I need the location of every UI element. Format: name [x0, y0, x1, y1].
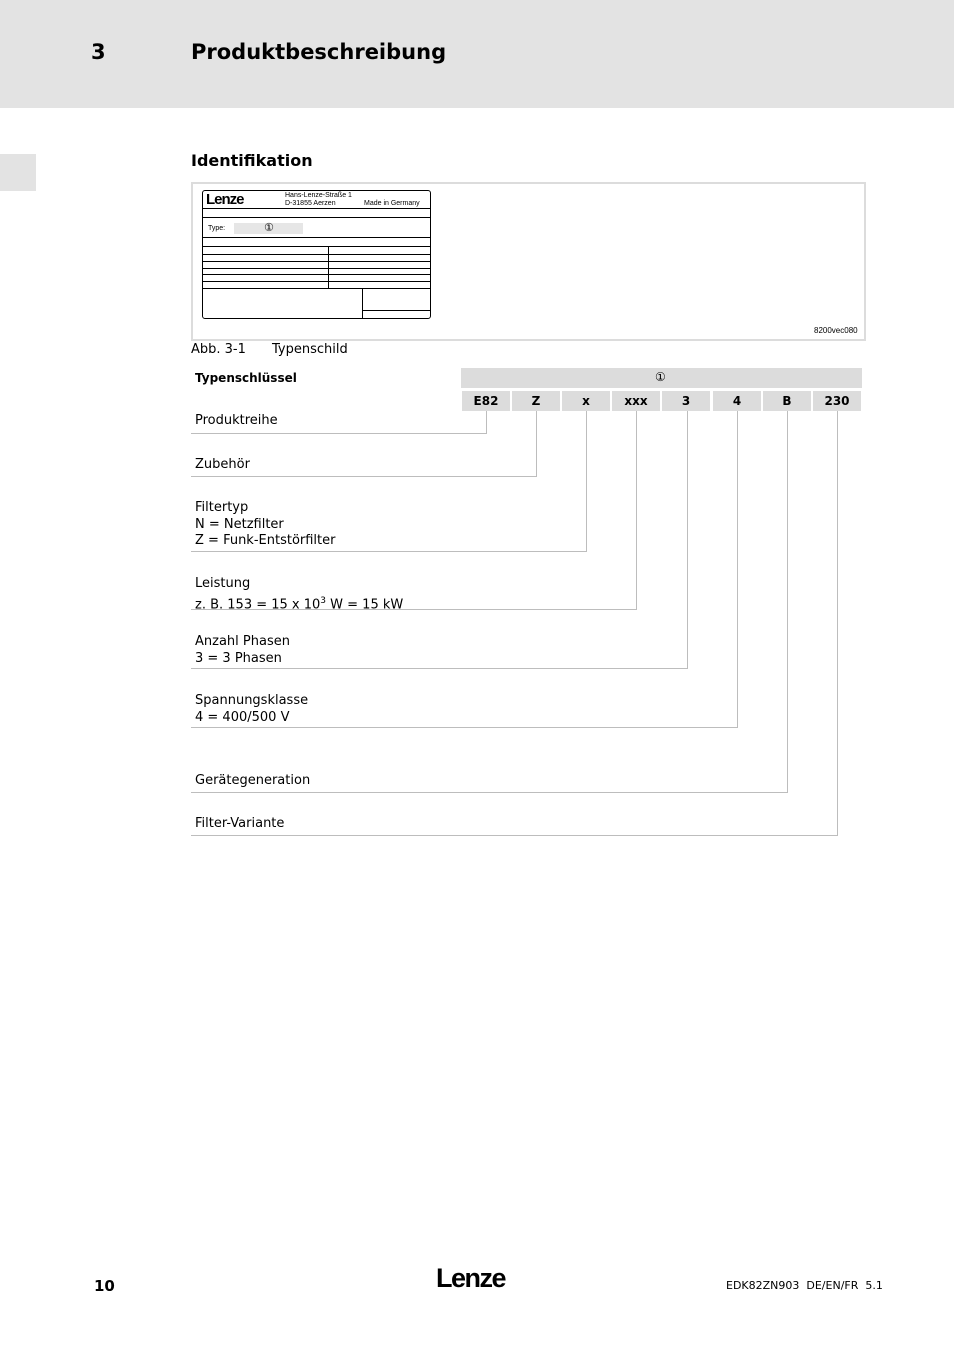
- label-detail: N = Netzfilter: [195, 516, 284, 532]
- nameplate-type-label: Type:: [208, 225, 226, 232]
- label-name: Zubehör: [195, 457, 250, 472]
- connector-horizontal: [191, 476, 537, 477]
- chapter-number: 3: [91, 40, 106, 64]
- document-code: EDK82ZN903 DE/EN/FR 5.1: [726, 1279, 883, 1292]
- connector-horizontal: [191, 792, 788, 793]
- connector-horizontal: [191, 668, 688, 669]
- label-power: [195, 576, 403, 613]
- connector-vertical: [636, 411, 637, 610]
- connector-vertical: [536, 411, 537, 477]
- plate-divider: [203, 217, 430, 218]
- connector-horizontal: [191, 727, 738, 728]
- plate-divider: [362, 310, 430, 311]
- nameplate-made-in: Made in Germany: [364, 200, 420, 207]
- connector-horizontal: [191, 433, 487, 434]
- plate-divider: [203, 246, 430, 247]
- nameplate-logo: Lenze: [206, 191, 244, 208]
- plate-column-divider: [362, 288, 363, 318]
- plate-divider: [203, 281, 430, 282]
- connector-vertical: [586, 411, 587, 552]
- plate-divider: [203, 288, 430, 289]
- figure-caption-text: Typenschild: [272, 342, 348, 357]
- code-cell-filter-type: x: [562, 391, 610, 411]
- connector-vertical: [687, 411, 688, 669]
- connector-vertical: [486, 411, 487, 434]
- plate-divider: [203, 261, 430, 262]
- label-detail: 4 = 400/500 V: [195, 709, 290, 725]
- figure-code: 8200vec080: [814, 326, 858, 335]
- type-key-title: Typenschlüssel: [195, 371, 297, 385]
- label-filter-variant: [195, 816, 284, 833]
- figure-caption-number: Abb. 3-1: [191, 342, 246, 357]
- page-number: 10: [94, 1277, 115, 1295]
- label-filter-type: [195, 500, 336, 550]
- label-accessory: [195, 457, 250, 474]
- connector-vertical: [837, 411, 838, 836]
- code-cell-voltage: 4: [713, 391, 761, 411]
- connector-vertical: [787, 411, 788, 793]
- code-cell-phases: 3: [662, 391, 710, 411]
- label-generation: [195, 773, 310, 790]
- label-name: Spannungsklasse: [195, 693, 309, 708]
- plate-divider: [203, 268, 430, 269]
- plate-divider: [203, 237, 430, 238]
- code-cell-series: E82: [462, 391, 510, 411]
- nameplate-address-line2: D-31855 Aerzen: [285, 200, 336, 207]
- label-name: Anzahl Phasen: [195, 634, 290, 649]
- code-cell-variant: 230: [813, 391, 861, 411]
- footer-logo: Lenze: [436, 1263, 506, 1293]
- header-band: [0, 0, 954, 108]
- code-cell-power: xxx: [612, 391, 660, 411]
- label-name: Leistung: [195, 576, 251, 591]
- label-product-series: [195, 413, 278, 430]
- label-detail: Z = Funk-Entstörfilter: [195, 533, 336, 548]
- code-cell-generation: B: [763, 391, 811, 411]
- plate-divider: [203, 208, 430, 209]
- label-phases: [195, 634, 290, 667]
- connector-vertical: [737, 411, 738, 728]
- chapter-title: Produktbeschreibung: [191, 40, 447, 64]
- plate-divider: [203, 274, 430, 275]
- label-name: Filter-Variante: [195, 816, 285, 831]
- code-cell-accessory: Z: [512, 391, 560, 411]
- section-title: Identifikation: [191, 151, 313, 170]
- label-detail: z. B. 153 = 15 x $10^3$ W = 15 kW: [195, 595, 404, 612]
- nameplate-type-marker: ①: [264, 221, 274, 234]
- connector-horizontal: [191, 835, 838, 836]
- label-voltage-class: [195, 693, 308, 726]
- connector-horizontal: [191, 551, 587, 552]
- side-tab-marker: [0, 154, 36, 191]
- plate-divider: [203, 254, 430, 255]
- label-name: Produktreihe: [195, 413, 278, 428]
- label-name: Filtertyp: [195, 500, 249, 515]
- plate-column-divider: [328, 246, 329, 288]
- label-name: Gerätegeneration: [195, 773, 311, 788]
- label-detail: 3 = 3 Phasen: [195, 650, 282, 666]
- type-key-marker: ①: [655, 370, 666, 384]
- nameplate-address-line1: Hans-Lenze-Straße 1: [285, 192, 352, 199]
